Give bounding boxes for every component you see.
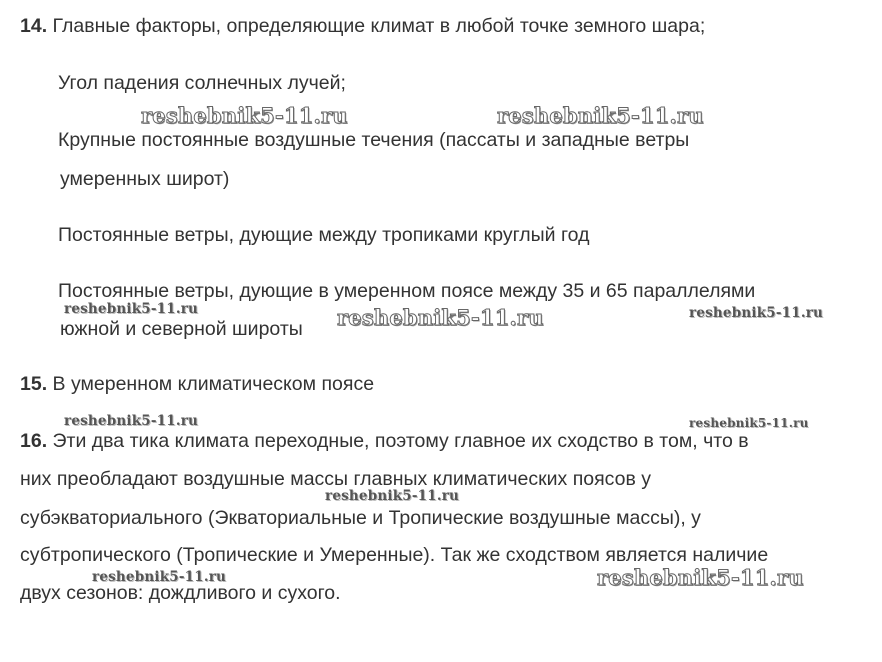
q16-line-2: них преобладают воздушные массы главных климатических поясов у <box>20 468 652 490</box>
q14-heading <box>20 14 705 38</box>
q15-number: 15. <box>20 373 48 395</box>
watermark: reshebnik5-11.ru <box>141 103 348 128</box>
q16-line-1 <box>20 429 749 453</box>
q14-item-4-line-2: южной и северной широты <box>60 318 303 340</box>
q14-item-2-line-1: Крупные постоянные воздушные течения (пассаты и западные ветры <box>58 129 690 151</box>
watermark: reshebnik5-11.ru <box>337 305 544 330</box>
q16-line-3: субэкваториального (Экваториальные и Тропические воздушные массы), у <box>20 507 701 529</box>
q15-line <box>20 372 374 396</box>
watermark: reshebnik5-11.ru <box>92 569 227 585</box>
watermark: reshebnik5-11.ru <box>497 103 704 128</box>
q16-text-1: Эти два тика климата переходные, поэтому главное их сходство в том, что в <box>52 430 749 452</box>
watermark: reshebnik5-11.ru <box>64 413 199 429</box>
q14-item-1: Угол падения солнечных лучей; <box>58 72 346 94</box>
watermark: reshebnik5-11.ru <box>689 416 809 430</box>
q14-item-3: Постоянные ветры, дующие между тропиками круглый год <box>58 224 590 246</box>
q14-title: Главные факторы, определяющие климат в любой точке земного шара; <box>52 15 706 37</box>
q16-line-4: субтропического (Тропические и Умеренные). Так же сходством является наличие <box>20 544 769 566</box>
q14-item-2-line-2: умеренных широт) <box>60 168 230 190</box>
watermark: reshebnik5-11.ru <box>597 565 804 590</box>
q14-number: 14. <box>20 15 48 37</box>
watermark: reshebnik5-11.ru <box>64 301 199 317</box>
watermark: reshebnik5-11.ru <box>325 488 460 504</box>
q14-item-4-line-1: Постоянные ветры, дующие в умеренном поясе между 35 и 65 параллелями <box>58 280 756 302</box>
q16-line-5: двух сезонов: дождливого и сухого. <box>20 582 341 604</box>
watermark: reshebnik5-11.ru <box>689 305 824 321</box>
q15-text: В умеренном климатическом поясе <box>52 373 375 395</box>
q16-number: 16. <box>20 430 48 452</box>
